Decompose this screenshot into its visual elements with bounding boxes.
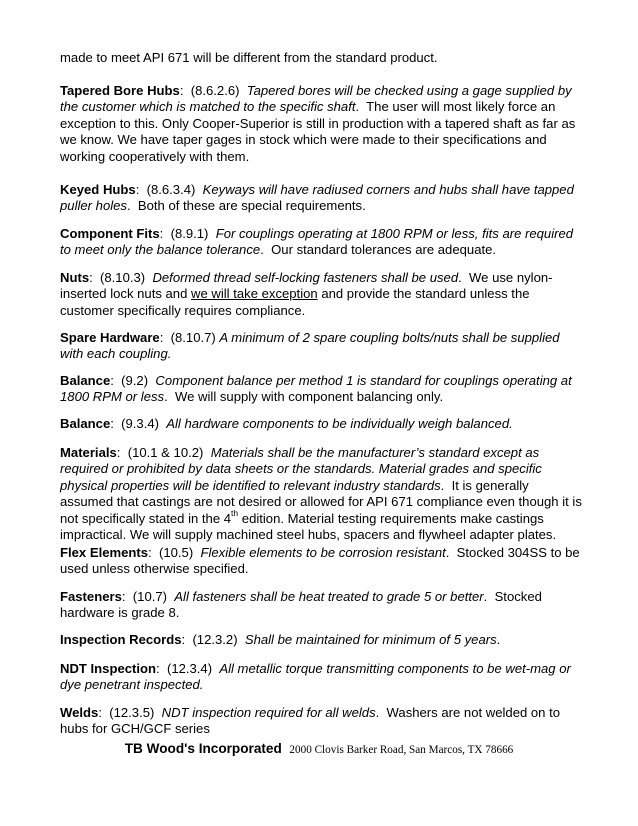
section-heading: Spare Hardware (60, 330, 160, 345)
section-requirement: Tapered bores will be checked using a gage supplied by the customer which is matched to the specific shaft (60, 83, 572, 115)
section-fasteners: Fasteners: (10.7) All fasteners shall be heat treated to grade 5 or better. Stocked hardware is grade 8. (60, 589, 542, 621)
section-reference: (8.10.7) (170, 330, 216, 345)
section-inspection-records: Inspection Records: (12.3.2) Shall be maintained for minimum of 5 years. (60, 632, 501, 647)
section-ndt-inspection: NDT Inspection: (12.3.4) All metallic torque transmitting components to be wet-mag or dye penetrant inspected. (60, 661, 571, 693)
section-requirement: All fasteners shall be heat treated to grade 5 or better (174, 589, 484, 604)
section-nuts: Nuts: (8.10.3) Deformed thread self-locking fasteners shall be used. We use nylon-inserted lock nuts and we will take exception and provide the standard unless the customer specifically requires compliance. (60, 270, 553, 318)
section-heading: Flex Elements (60, 545, 149, 560)
section-requirement: Shall be maintained for minimum of 5 years (244, 632, 497, 647)
section-requirement: For couplings operating at 1800 RPM or less, fits are required to meet only the balance tolerance (60, 226, 574, 258)
section-keyed-hubs: Keyed Hubs: (8.6.3.4) Keyways will have radiused corners and hubs shall have tapped puller holes. Both of these are special requirements. (60, 182, 574, 214)
section-spare-hardware: Spare Hardware: (8.10.7) A minimum of 2 spare coupling bolts/nuts shall be supplied with each coupling. (60, 330, 560, 362)
section-response-continued: edition. Material testing requirements make castings impractical. We will supply machined steel hubs, spacers and flywheel adapter plates. (60, 510, 557, 543)
section-heading: Inspection Records (60, 632, 182, 647)
section-response: Stocked 304SS to be used unless otherwise specified. (60, 545, 580, 577)
section-reference: (9.3.4) (121, 416, 159, 431)
section-requirement: All hardware components to be individually weigh balanced. (166, 416, 513, 431)
section-requirement: All metallic torque transmitting components to be wet-mag or dye penetrant inspected. (60, 661, 571, 693)
footer-company-name: TB Wood's Incorporated (124, 741, 282, 756)
section-reference: (10.1 & 10.2) (127, 445, 204, 460)
section-response: Our standard tolerances are adequate. (271, 242, 497, 258)
section-response: It is generally assumed that castings are not desired or allowed for API 671 compliance even though it is not specifically stated in the 4 (60, 477, 582, 526)
section-balance-hardware: Balance: (9.3.4) All hardware components to be individually weigh balanced. (60, 416, 513, 431)
section-reference: (10.5) (158, 545, 194, 560)
section-requirement: Keyways will have radiused corners and hubs shall have tapped puller holes (60, 182, 574, 214)
section-requirement: A minimum of 2 spare coupling bolts/nuts shall be supplied with each coupling (60, 330, 560, 362)
exception-underlined-text: we will take exception (191, 286, 318, 302)
section-response: Stocked hardware is grade 8. (60, 589, 542, 621)
page-footer (0, 741, 638, 758)
section-response-continued: and provide the standard unless the customer specifically requires compliance. (60, 286, 530, 318)
section-reference: (8.6.3.4) (146, 182, 196, 197)
section-reference: (9.2) (121, 373, 149, 388)
section-response: Washers are not welded on to hubs for GCH/GCF series (60, 705, 561, 737)
section-heading: Nuts (60, 270, 90, 285)
intro-text: made to meet API 671 will be different from the standard product. (60, 50, 438, 65)
section-heading: Component Fits (60, 226, 160, 241)
section-reference: (10.7) (132, 589, 168, 604)
intro-paragraph (60, 50, 582, 66)
section-heading: Fasteners (60, 589, 122, 604)
section-requirement: Flexible elements to be corrosion resistant (200, 545, 446, 560)
section-heading: Balance (60, 416, 111, 431)
section-component-fits: Component Fits: (8.9.1) For couplings operating at 1800 RPM or less, fits are required to meet only the balance tolerance. Our standard tolerances are adequate. (60, 226, 574, 258)
section-reference: (8.10.3) (100, 270, 146, 285)
section-reference: (12.3.5) (109, 705, 155, 720)
section-tapered-bore-hubs: Tapered Bore Hubs: (8.6.2.6) Tapered bores will be checked using a gage supplied by the customer which is matched to the specific shaft. The user will most likely force an exception to this. Only Cooper-Superior is still in production with a tapered shaft as far as we know. We have taper gages in stock which were made to their specifications and working cooperatively with them. (60, 83, 576, 164)
section-welds: Welds: (12.3.5) NDT inspection required for all welds. Washers are not welded on to hubs for GCH/GCF series (60, 705, 561, 737)
section-balance-method: Balance: (9.2) Component balance per method 1 is standard for couplings operating at 1800 RPM or less. We will supply with component balancing only. (60, 373, 572, 405)
section-reference: (12.3.4) (166, 661, 213, 676)
edition-superscript: th (231, 508, 239, 519)
footer-address: 2000 Clovis Barker Road, San Marcos, TX 78666 (289, 744, 514, 756)
section-response: We will supply with component balancing only. (175, 389, 444, 405)
section-response: Both of these are special requirements. (137, 198, 366, 214)
section-reference: (12.3.2) (192, 632, 238, 647)
section-heading: Welds (60, 705, 99, 720)
section-flex-elements: Flex Elements: (10.5) Flexible elements to be corrosion resistant. Stocked 304SS to be used unless otherwise specified. (60, 545, 580, 577)
section-reference: (8.9.1) (170, 226, 209, 241)
section-response: We use nylon-inserted lock nuts and (60, 270, 553, 302)
section-reference: (8.6.2.6) (190, 83, 240, 98)
section-materials: Materials: (10.1 & 10.2) Materials shall be the manufacturer’s standard except as required or prohibited by data sheets or the standards. Material grades and specific physical properties will be identified to relevant industry standards. It is generally assumed that castings are not desired or allowed for API 671 compliance even though it is not specifically stated in the 4th edition. Material testing requirements make castings impractical. We will supply machined steel hubs, spacers and flywheel adapter plates. (60, 445, 582, 543)
section-heading: NDT Inspection (60, 661, 157, 676)
section-requirement: Component balance per method 1 is standard for couplings operating at 1800 RPM or less (60, 373, 572, 405)
section-heading: Keyed Hubs (60, 182, 136, 197)
section-heading: Materials (60, 445, 117, 460)
section-response: The user will most likely force an exception to this. Only Cooper-Superior is still in production with a tapered shaft as far as we know. We have taper gages in stock which were made to their specifications and working cooperatively with them. (60, 99, 576, 164)
section-requirement: NDT inspection required for all welds (161, 705, 376, 720)
section-heading: Tapered Bore Hubs (60, 83, 180, 98)
section-requirement: Deformed thread self-locking fasteners shall be used (152, 270, 459, 285)
section-requirement: Materials shall be the manufacturer’s standard except as required or prohibited by data sheets or the standards. Material grades and specific physical properties will be identified to relevant industry standards (60, 445, 542, 493)
section-heading: Balance (60, 373, 111, 388)
